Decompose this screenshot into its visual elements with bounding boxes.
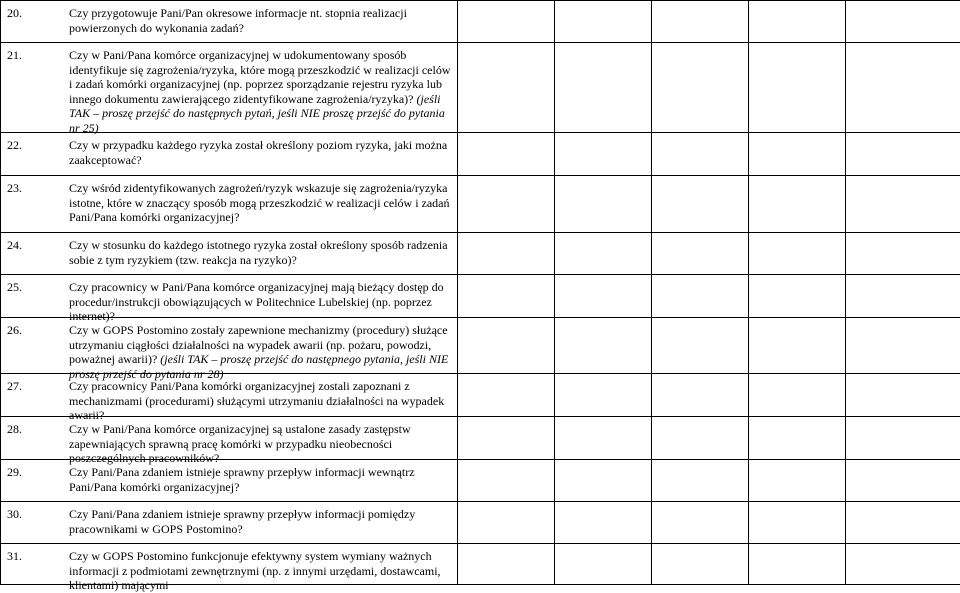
answer-cell-5[interactable]: [846, 374, 960, 417]
answer-cell-5[interactable]: [846, 502, 960, 544]
question-text-block: [69, 280, 453, 324]
question-text-block: [69, 323, 453, 381]
answer-cell-4[interactable]: [749, 1, 846, 43]
question-text: Czy w Pani/Pana komórce organizacyjnej są ustalone zasady zastępstw zapewniających sprawną pracę komórki w przypadku nieobecności poszczególnych pracowników?: [69, 422, 411, 465]
question-text-block: [69, 465, 453, 494]
question-cell: [1, 502, 458, 544]
answer-cell-5[interactable]: [846, 233, 960, 275]
question-cell: [1, 233, 458, 275]
answer-cell-4[interactable]: [749, 133, 846, 176]
answer-cell-4[interactable]: [749, 460, 846, 502]
answer-cell-3[interactable]: [652, 318, 749, 374]
answer-cell-3[interactable]: [652, 460, 749, 502]
answer-cell-4[interactable]: [749, 43, 846, 133]
question-cell: [1, 275, 458, 318]
answer-cell-3[interactable]: [652, 502, 749, 544]
question-number: 24.: [7, 238, 22, 253]
answer-cell-3[interactable]: [652, 133, 749, 176]
question-row: [1, 275, 960, 318]
question-row: [1, 233, 960, 275]
question-row: [1, 318, 960, 374]
question-text-block: [69, 379, 453, 423]
question-row: [1, 544, 960, 585]
answer-cell-2[interactable]: [555, 133, 652, 176]
answer-cell-3[interactable]: [652, 374, 749, 417]
question-text-block: [69, 422, 453, 466]
question-text: Czy w przypadku każdego ryzyka został określony poziom ryzyka, jaki można zaakceptować?: [69, 138, 447, 167]
answer-cell-1[interactable]: [458, 460, 555, 502]
question-row: [1, 133, 960, 176]
answer-cell-5[interactable]: [846, 1, 960, 43]
answer-cell-4[interactable]: [749, 275, 846, 318]
question-number: 20.: [7, 6, 22, 21]
question-text-block: [69, 238, 453, 267]
answer-cell-5[interactable]: [846, 318, 960, 374]
question-number: 31.: [7, 549, 22, 564]
answer-cell-2[interactable]: [555, 318, 652, 374]
answer-cell-1[interactable]: [458, 1, 555, 43]
question-cell: [1, 544, 458, 585]
question-cell: [1, 374, 458, 417]
question-cell: [1, 460, 458, 502]
answer-cell-5[interactable]: [846, 133, 960, 176]
question-instruction: (jeśli TAK – proszę przejść do następnego pytania, jeśli NIE proszę przejść do pytania nr 28): [69, 352, 448, 381]
question-row: [1, 502, 960, 544]
question-text: Czy pracownicy Pani/Pana komórki organizacyjnej zostali zapoznani z mechanizmami (procedurami) służącymi utrzymaniu działalności na wypadek awarii?: [69, 379, 444, 422]
question-text: Czy w GOPS Postomino zostały zapewnione mechanizmy (procedury) służące utrzymaniu ciągłości działalności na wypadek awarii (np. pożaru, powodzi, poważnej awarii)?: [69, 323, 448, 366]
answer-cell-2[interactable]: [555, 544, 652, 585]
answer-cell-1[interactable]: [458, 176, 555, 233]
answer-cell-2[interactable]: [555, 502, 652, 544]
question-number: 22.: [7, 138, 22, 153]
answer-cell-1[interactable]: [458, 417, 555, 460]
answer-cell-2[interactable]: [555, 275, 652, 318]
question-cell: [1, 133, 458, 176]
answer-cell-1[interactable]: [458, 374, 555, 417]
question-row: [1, 417, 960, 460]
question-cell: [1, 1, 458, 43]
question-row: [1, 176, 960, 233]
answer-cell-2[interactable]: [555, 233, 652, 275]
answer-cell-1[interactable]: [458, 318, 555, 374]
answer-cell-3[interactable]: [652, 176, 749, 233]
question-text-block: [69, 549, 453, 593]
answer-cell-1[interactable]: [458, 43, 555, 133]
question-text-block: [69, 507, 453, 536]
question-text: Czy w GOPS Postomino funkcjonuje efektywny system wymiany ważnych informacji z podmiotami zewnętrznymi (np. z innymi urzędami, dostawcami, klientami) mającymi: [69, 549, 441, 592]
question-row: [1, 43, 960, 133]
answer-cell-1[interactable]: [458, 275, 555, 318]
question-number: 26.: [7, 323, 22, 338]
answer-cell-2[interactable]: [555, 374, 652, 417]
answer-cell-3[interactable]: [652, 275, 749, 318]
answer-cell-1[interactable]: [458, 544, 555, 585]
question-cell: [1, 176, 458, 233]
question-text-block: [69, 6, 453, 35]
answer-cell-1[interactable]: [458, 502, 555, 544]
answer-cell-4[interactable]: [749, 544, 846, 585]
answer-cell-2[interactable]: [555, 460, 652, 502]
question-row: [1, 460, 960, 502]
question-text: Czy w Pani/Pana komórce organizacyjnej w udokumentowany sposób identyfikuje się zagrożenia/ryzyka, które mogą przeszkodzić w realizacji celów i zadań komórki organizacyjnej (np. poprzez sporządzanie rejestru ryzyka lub innego dokumentu zawierającego zidentyfikowane zagrożenia/ryzyka)?: [69, 48, 451, 106]
answer-cell-4[interactable]: [749, 176, 846, 233]
question-text: Czy Pani/Pana zdaniem istnieje sprawny przepływ informacji wewnątrz Pani/Pana komórki organizacyjnej?: [69, 465, 415, 494]
answer-cell-5[interactable]: [846, 43, 960, 133]
answer-cell-2[interactable]: [555, 43, 652, 133]
answer-cell-3[interactable]: [652, 417, 749, 460]
answer-cell-2[interactable]: [555, 1, 652, 43]
answer-cell-4[interactable]: [749, 374, 846, 417]
question-cell: [1, 43, 458, 133]
answer-cell-1[interactable]: [458, 133, 555, 176]
answer-cell-4[interactable]: [749, 502, 846, 544]
question-text-block: [69, 138, 453, 167]
answer-cell-4[interactable]: [749, 233, 846, 275]
answer-cell-4[interactable]: [749, 318, 846, 374]
questionnaire-body: [1, 1, 960, 585]
question-cell: [1, 318, 458, 374]
answer-cell-3[interactable]: [652, 544, 749, 585]
answer-cell-5[interactable]: [846, 544, 960, 585]
question-number: 25.: [7, 280, 22, 295]
question-text: Czy przygotowuje Pani/Pan okresowe informacje nt. stopnia realizacji powierzonych do wykonania zadań?: [69, 6, 407, 35]
answer-cell-2[interactable]: [555, 417, 652, 460]
question-cell: [1, 417, 458, 460]
question-text: Czy Pani/Pana zdaniem istnieje sprawny przepływ informacji pomiędzy pracownikami w GOPS Postomino?: [69, 507, 415, 536]
question-row: [1, 374, 960, 417]
answer-cell-1[interactable]: [458, 233, 555, 275]
answer-cell-2[interactable]: [555, 176, 652, 233]
answer-cell-5[interactable]: [846, 275, 960, 318]
answer-cell-3[interactable]: [652, 233, 749, 275]
question-text-block: [69, 181, 453, 225]
question-text: Czy w stosunku do każdego istotnego ryzyka został określony sposób radzenia sobie z tym ryzykiem (tzw. reakcja na ryzyko)?: [69, 238, 448, 267]
question-instruction: (jeśli TAK – proszę przejść do następnych pytań, jeśli NIE proszę przejść do pytania nr 25): [69, 92, 445, 135]
question-text-block: [69, 48, 453, 135]
question-text: Czy pracownicy w Pani/Pana komórce organizacyjnej mają bieżący dostęp do procedur/instrukcji obowiązujących w Politechnice Lubelskiej (np. poprzez internet)?: [69, 280, 444, 323]
answer-cell-3[interactable]: [652, 43, 749, 133]
question-number: 23.: [7, 181, 22, 196]
question-row: [1, 1, 960, 43]
answer-cell-5[interactable]: [846, 460, 960, 502]
answer-cell-5[interactable]: [846, 176, 960, 233]
question-number: 28.: [7, 422, 22, 437]
question-number: 27.: [7, 379, 22, 394]
question-text: Czy wśród zidentyfikowanych zagrożeń/ryzyk wskazuje się zagrożenia/ryzyka istotne, które w znaczący sposób mogą przeszkodzić w realizacji celów i zadań Pani/Pana komórki organizacyjnej?: [69, 181, 450, 224]
answer-cell-4[interactable]: [749, 417, 846, 460]
answer-cell-5[interactable]: [846, 417, 960, 460]
answer-cell-3[interactable]: [652, 1, 749, 43]
question-number: 21.: [7, 48, 22, 63]
question-number: 30.: [7, 507, 22, 522]
question-number: 29.: [7, 465, 22, 480]
